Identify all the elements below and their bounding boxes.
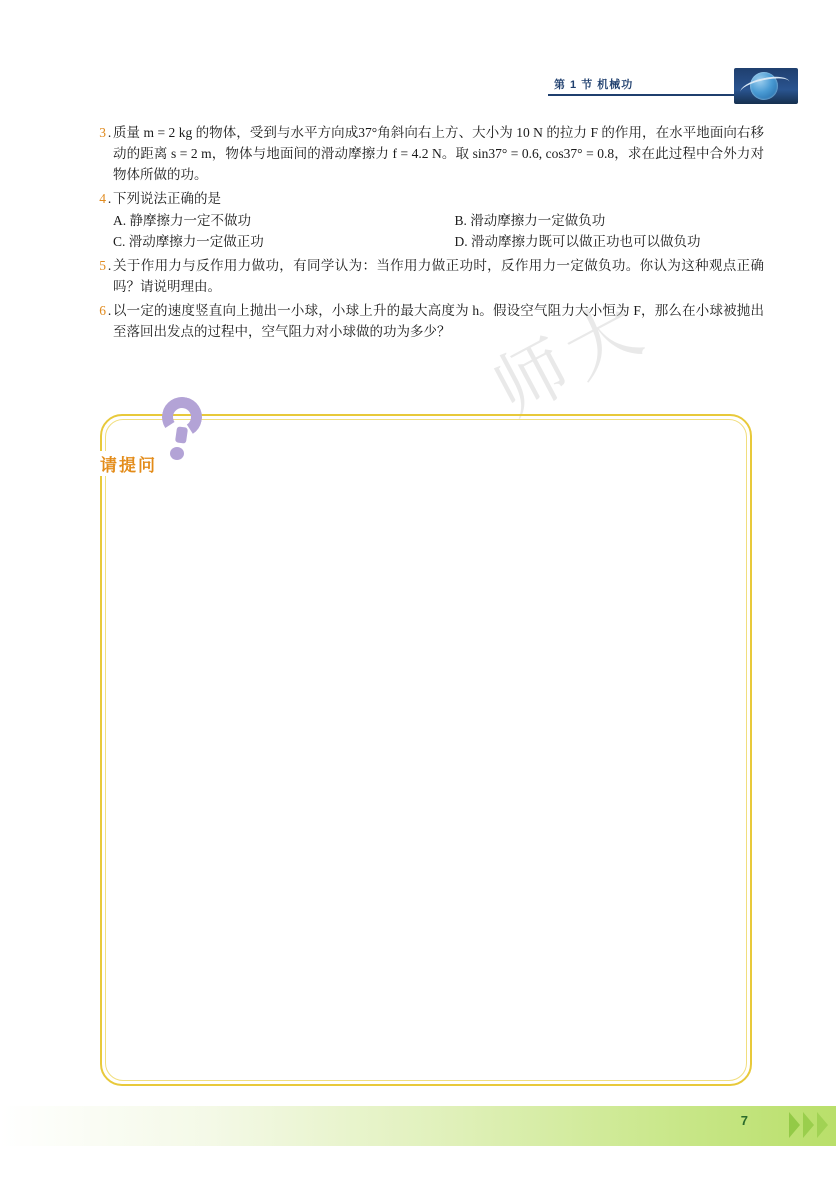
option-b: B. 滑动摩擦力一定做负功 xyxy=(454,213,606,228)
option-a: A. 静摩擦力一定不做功 xyxy=(113,213,251,228)
list-item xyxy=(88,300,764,342)
question-mark-icon xyxy=(156,397,212,463)
ask-label-group xyxy=(98,425,228,485)
question-number: 3 xyxy=(99,125,106,140)
option-list xyxy=(113,210,764,252)
question-text: 下列说法正确的是 xyxy=(113,191,221,206)
question-dot: . xyxy=(107,191,112,206)
arrow-icon xyxy=(789,1112,800,1138)
arrow-icon xyxy=(803,1112,814,1138)
arrow-icon xyxy=(817,1112,828,1138)
header-rule xyxy=(548,94,738,96)
question-text: 关于作用力与反作用力做功，有同学认为：当作用力做正功时，反作用力一定做负功。你认为这种观点正确吗？请说明理由。 xyxy=(113,258,764,294)
list-item xyxy=(88,188,764,252)
page-number: 7 xyxy=(740,1113,748,1128)
exercise-list xyxy=(88,122,764,345)
question-number: 4 xyxy=(99,191,106,206)
question-text: 质量 m = 2 kg 的物体，受到与水平方向成37°角斜向右上方、大小为 10 N 的拉力 F 的作用，在水平地面向右移动的距离 s = 2 m，物体与地面间的滑动摩擦力 f = 4.2 N。取 sin37° = 0.6, cos37° = 0.8，求在此过程中合外力对物体所做的功。 xyxy=(113,125,764,182)
header-title: 第 1 节 机械功 xyxy=(554,79,634,91)
question-mark-dot xyxy=(170,447,184,460)
question-number: 6 xyxy=(99,303,106,318)
ask-label: 请提问 xyxy=(98,451,159,476)
globe-logo-icon xyxy=(734,68,798,104)
option-d: D. 滑动摩擦力既可以做正功也可以做负功 xyxy=(454,234,701,249)
option-c: C. 滑动摩擦力一定做正功 xyxy=(113,234,264,249)
list-item xyxy=(88,122,764,185)
list-item xyxy=(88,255,764,297)
footer-arrows-icon xyxy=(789,1112,828,1138)
question-text: 以一定的速度竖直向上抛出一小球，小球上升的最大高度为 h。假设空气阻力大小恒为 F，那么在小球被抛出至落回出发点的过程中，空气阻力对小球做的功为多少？ xyxy=(113,303,764,339)
question-dot: . xyxy=(107,258,112,273)
question-number: 5 xyxy=(99,258,106,273)
question-mark-tail xyxy=(175,426,188,443)
watermark-text: 师大 xyxy=(481,285,661,432)
ask-question-box[interactable] xyxy=(100,414,752,1086)
page-header xyxy=(548,68,808,108)
footer-bar xyxy=(0,1106,836,1146)
question-dot: . xyxy=(107,303,112,318)
question-block xyxy=(113,188,764,252)
question-dot: . xyxy=(107,125,112,140)
